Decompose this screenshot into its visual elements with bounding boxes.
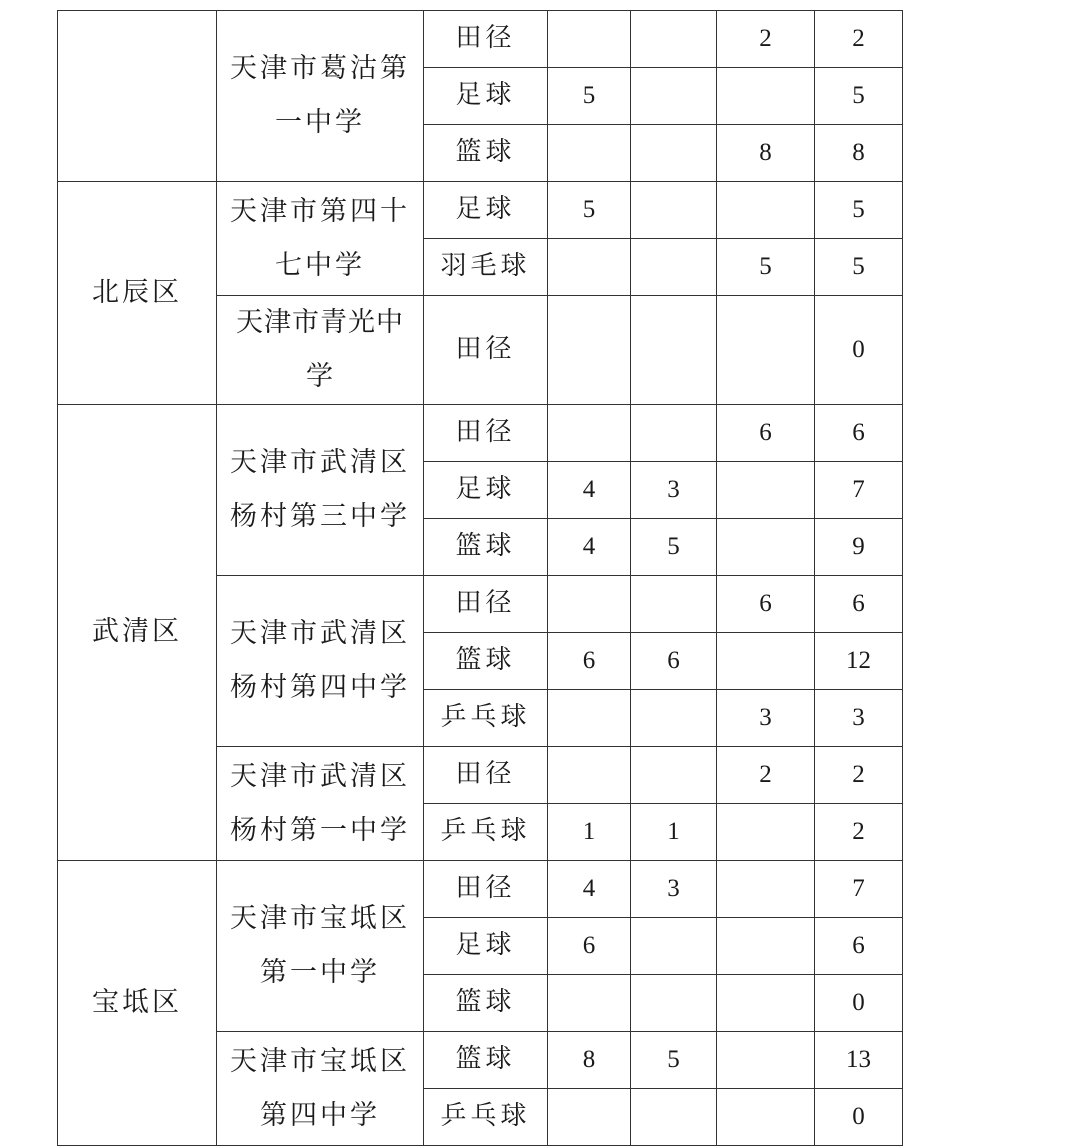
count-cell [717,975,815,1032]
count-cell [631,11,717,68]
count-cell [548,125,631,182]
count-cell [631,918,717,975]
count-cell [717,1089,815,1146]
table-body [58,11,903,1146]
total-cell: 5 [815,182,903,239]
sport-cell: 田径 [424,576,548,633]
enrollment-table [57,10,903,1146]
count-cell: 6 [717,576,815,633]
total-cell: 12 [815,633,903,690]
count-cell: 8 [548,1032,631,1089]
total-cell: 7 [815,861,903,918]
total-cell: 8 [815,125,903,182]
school-cell: 天津市葛沽第一中学 [217,11,424,182]
total-cell: 9 [815,519,903,576]
sport-cell: 乒乓球 [424,690,548,747]
count-cell [548,296,631,405]
table-row [58,861,903,918]
sport-cell: 篮球 [424,125,548,182]
total-cell: 2 [815,747,903,804]
count-cell [631,975,717,1032]
sport-cell: 足球 [424,918,548,975]
sport-cell: 篮球 [424,1032,548,1089]
sport-cell: 篮球 [424,633,548,690]
total-cell: 6 [815,918,903,975]
count-cell [548,576,631,633]
sport-cell: 篮球 [424,975,548,1032]
count-cell: 6 [631,633,717,690]
total-cell: 6 [815,405,903,462]
count-cell: 1 [631,804,717,861]
count-cell [548,690,631,747]
count-cell: 3 [717,690,815,747]
count-cell: 4 [548,462,631,519]
count-cell [548,11,631,68]
total-cell: 0 [815,975,903,1032]
school-cell: 天津市武清区杨村第一中学 [217,747,424,861]
count-cell [631,125,717,182]
count-cell [631,690,717,747]
count-cell: 8 [717,125,815,182]
sport-cell: 足球 [424,182,548,239]
count-cell [631,296,717,405]
sport-cell: 田径 [424,11,548,68]
count-cell [717,861,815,918]
total-cell: 7 [815,462,903,519]
total-cell: 6 [815,576,903,633]
table-row [58,11,903,68]
school-cell: 天津市宝坻区第一中学 [217,861,424,1032]
count-cell: 5 [631,519,717,576]
sport-cell: 田径 [424,296,548,405]
count-cell [717,68,815,125]
district-cell: 武清区 [58,405,217,861]
count-cell [631,68,717,125]
school-cell: 天津市宝坻区第四中学 [217,1032,424,1146]
count-cell [717,519,815,576]
count-cell: 6 [548,633,631,690]
count-cell [717,182,815,239]
total-cell: 2 [815,11,903,68]
total-cell: 5 [815,68,903,125]
sport-cell: 篮球 [424,519,548,576]
count-cell [717,462,815,519]
count-cell [631,747,717,804]
count-cell [548,1089,631,1146]
count-cell: 5 [717,239,815,296]
total-cell: 3 [815,690,903,747]
sport-cell: 田径 [424,405,548,462]
count-cell [717,918,815,975]
total-cell: 2 [815,804,903,861]
count-cell [631,576,717,633]
table-row [58,405,903,462]
count-cell: 2 [717,747,815,804]
sport-cell: 田径 [424,861,548,918]
count-cell: 4 [548,519,631,576]
count-cell [631,405,717,462]
count-cell [717,633,815,690]
count-cell: 5 [631,1032,717,1089]
count-cell [717,1032,815,1089]
count-cell [717,804,815,861]
count-cell: 1 [548,804,631,861]
sport-cell: 田径 [424,747,548,804]
count-cell [631,1089,717,1146]
count-cell [548,405,631,462]
count-cell [548,239,631,296]
school-cell: 天津市武清区杨村第三中学 [217,405,424,576]
count-cell [717,296,815,405]
count-cell: 5 [548,182,631,239]
count-cell: 3 [631,861,717,918]
table-row [58,182,903,239]
district-cell: 北辰区 [58,182,217,405]
total-cell: 0 [815,1089,903,1146]
total-cell: 5 [815,239,903,296]
total-cell: 13 [815,1032,903,1089]
sport-cell: 乒乓球 [424,804,548,861]
total-cell: 0 [815,296,903,405]
district-cell: 宝坻区 [58,861,217,1146]
district-cell [58,11,217,182]
count-cell: 6 [548,918,631,975]
count-cell: 6 [717,405,815,462]
count-cell: 3 [631,462,717,519]
count-cell: 4 [548,861,631,918]
sport-cell: 足球 [424,462,548,519]
school-cell: 天津市武清区杨村第四中学 [217,576,424,747]
school-cell: 天津市第四十七中学 [217,182,424,296]
sport-cell: 足球 [424,68,548,125]
sport-cell: 羽毛球 [424,239,548,296]
count-cell [548,975,631,1032]
count-cell: 2 [717,11,815,68]
count-cell [631,182,717,239]
count-cell [548,747,631,804]
count-cell [631,239,717,296]
count-cell: 5 [548,68,631,125]
school-cell: 天津市青光中学 [217,296,424,405]
sport-cell: 乒乓球 [424,1089,548,1146]
